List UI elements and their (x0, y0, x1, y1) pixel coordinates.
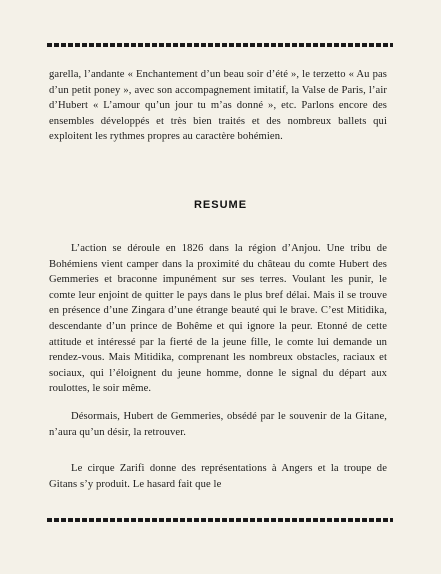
intro-paragraph-text: garella, l’andante « Enchantement d’un beau soir d’été », le terzetto « Au pas d’un petit poney », avec son accompagnement imitatif, la Valse de Paris, l’air d’Hubert « L’amour qu’un jour tu m’as donné », etc. Parlons encore des ensembles développés et très bien traités et des nombreux ballets qui exploitent les rythmes propres au caractère bohémien. (49, 69, 387, 143)
resume-paragraph-2 (49, 409, 387, 440)
bottom-dashed-rule (47, 518, 393, 522)
intro-paragraph (49, 67, 387, 145)
resume-paragraph-1 (49, 241, 387, 397)
section-heading: RESUME (193, 199, 248, 211)
resume-paragraph-3-text: Le cirque Zarifi donne des représentations à Angers et la troupe de Gitans s’y produit. Le hasard fait que le (49, 463, 387, 490)
resume-paragraph-3 (49, 461, 387, 492)
resume-paragraph-2-text: Désormais, Hubert de Gemmeries, obsédé par le souvenir de la Gitane, n’aura qu’un désir, la retrouver. (49, 411, 387, 438)
resume-paragraph-1-text: L’action se déroule en 1826 dans la région d’Anjou. Une tribu de Bohémiens vient camper dans la proximité du château du comte Hubert des Gemmeries et braconne impunément sur ses terres. Voulant les punir, le comte leur enjoint de quitter le pays dans le plus bref délai. Mais il se trouve en présence d’une Zingara d’une étrange beauté qui le brave. C’est Mitidika, descendante d’un prince de Bohême et qui ignore la peur. Etonné de cette attitude et intéressé par la fierté de la jeune fille, le comte lui demande un rendez-vous. Mais Mitidika, comprenant les nombreux obstacles, raciaux et sociaux, qui l’éloignent du jeune homme, donne le signal du départ aux roulottes, le soir même. (49, 243, 387, 395)
top-dashed-rule (47, 43, 393, 47)
